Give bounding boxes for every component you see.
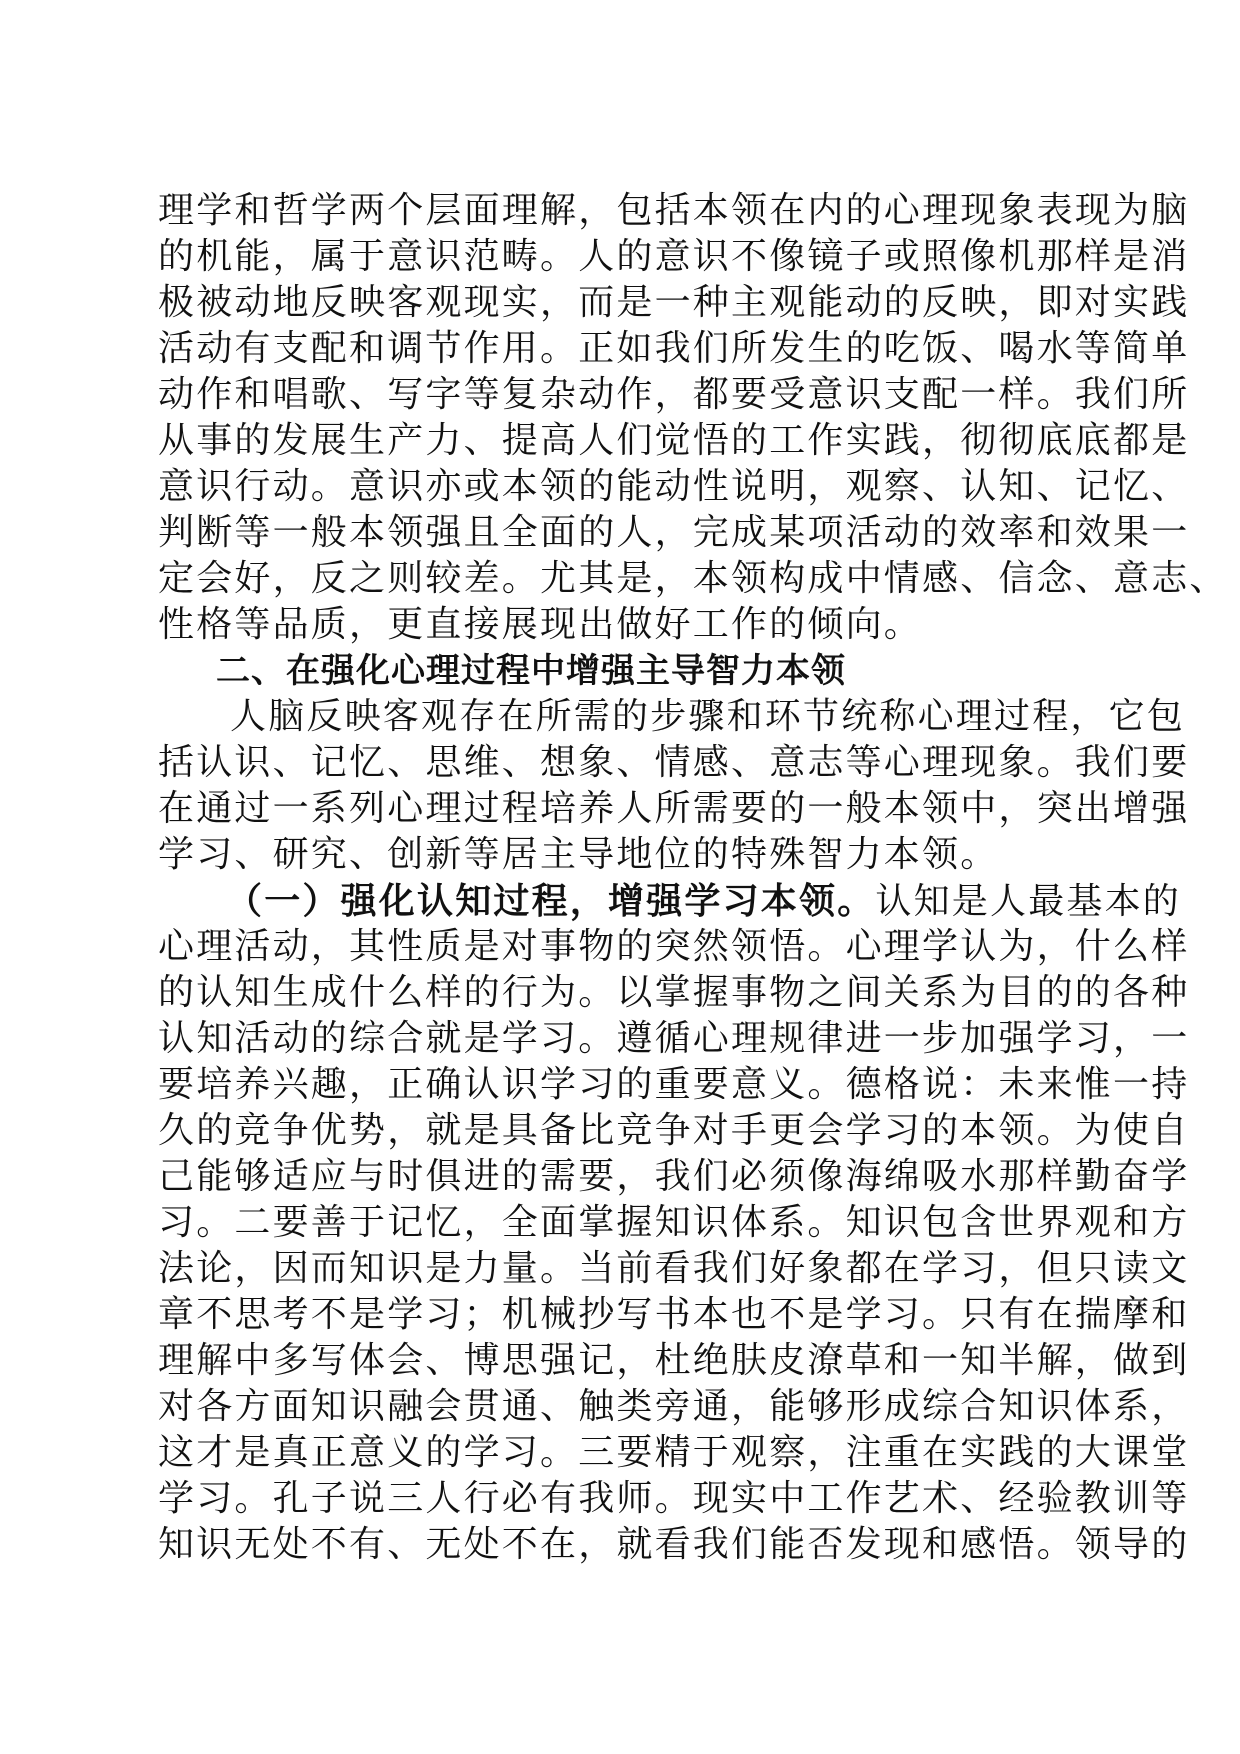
body-line-8: 判断等一般本领强且全面的人，完成某项活动的效率和效果一 xyxy=(158,512,1190,553)
body-line-13: 括认识、记忆、思维、想象、情感、意志等心理现象。我们要 xyxy=(158,742,1190,783)
body-line-21: 久的竞争优势，就是具备比竞争对手更会学习的本领。为使自 xyxy=(158,1110,1190,1151)
body-line-30: 知识无处不有、无处不在，就看我们能否发现和感悟。领导的 xyxy=(158,1524,1190,1565)
subsection-text: 认知是人最基本的 xyxy=(875,881,1182,922)
body-line-28: 这才是真正意义的学习。三要精于观察，注重在实践的大课堂 xyxy=(158,1432,1190,1473)
body-line-7: 意识行动。意识亦或本领的能动性说明，观察、认知、记忆、 xyxy=(158,466,1190,507)
subsection-heading-1: （一）强化认知过程，增强学习本领。 xyxy=(226,880,876,922)
body-line-3: 极被动地反映客观现实，而是一种主观能动的反映，即对实践 xyxy=(158,282,1190,323)
body-line-17: 心理活动，其性质是对事物的突然领悟。心理学认为，什么样 xyxy=(158,926,1190,967)
body-line-9: 定会好，反之则较差。尤其是，本领构成中情感、信念、意志、 xyxy=(158,558,1228,599)
body-line-20: 要培养兴趣，正确认识学习的重要意义。德格说：未来惟一持 xyxy=(158,1064,1190,1105)
section-heading-2: 二、在强化心理过程中增强主导智力本领 xyxy=(216,651,846,691)
body-line-2: 的机能，属于意识范畴。人的意识不像镜子或照像机那样是消 xyxy=(158,236,1190,277)
body-line-6: 从事的发展生产力、提高人们觉悟的工作实践，彻彻底底都是 xyxy=(158,420,1190,461)
body-line-15: 学习、研究、创新等居主导地位的特殊智力本领。 xyxy=(158,834,999,875)
body-line-1: 理学和哲学两个层面理解，包括本领在内的心理现象表现为脑 xyxy=(158,190,1190,231)
body-line-14: 在通过一系列心理过程培养人所需要的一般本领中，突出增强 xyxy=(158,788,1190,829)
body-line-18: 的认知生成什么样的行为。以掌握事物之间关系为目的的各种 xyxy=(158,972,1190,1013)
body-line-24: 法论，因而知识是力量。当前看我们好象都在学习，但只读文 xyxy=(158,1248,1190,1289)
subsection-line xyxy=(158,878,1182,924)
body-line-5: 动作和唱歌、写字等复杂动作，都要受意识支配一样。我们所 xyxy=(158,374,1190,415)
body-line-26: 理解中多写体会、博思强记，杜绝肤皮潦草和一知半解，做到 xyxy=(158,1340,1190,1381)
body-line-27: 对各方面知识融会贯通、触类旁通，能够形成综合知识体系， xyxy=(158,1386,1190,1427)
body-line-29: 学习。孔子说三人行必有我师。现实中工作艺术、经验教训等 xyxy=(158,1478,1190,1519)
body-line-19: 认知活动的综合就是学习。遵循心理规律进一步加强学习，一 xyxy=(158,1018,1190,1059)
body-line-23: 习。二要善于记忆，全面掌握知识体系。知识包含世界观和方 xyxy=(158,1202,1190,1243)
body-line-12: 人脑反映客观存在所需的步骤和环节统称心理过程，它包 xyxy=(230,696,1186,737)
body-line-10: 性格等品质，更直接展现出做好工作的倾向。 xyxy=(158,604,923,645)
body-line-4: 活动有支配和调节作用。正如我们所发生的吃饭、喝水等简单 xyxy=(158,328,1190,369)
body-line-22: 己能够适应与时俱进的需要，我们必须像海绵吸水那样勤奋学 xyxy=(158,1156,1190,1197)
body-line-25: 章不思考不是学习；机械抄写书本也不是学习。只有在揣摩和 xyxy=(158,1294,1190,1335)
document-body xyxy=(158,188,1228,1568)
